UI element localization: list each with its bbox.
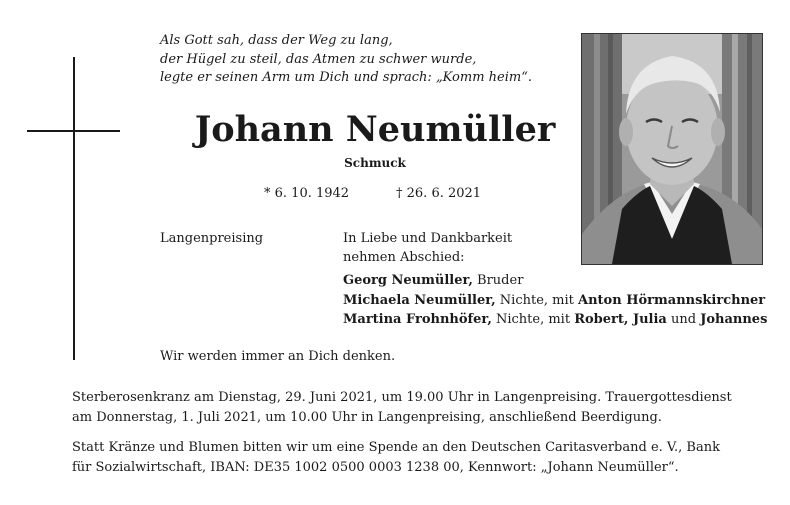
poem-line: der Hügel zu steil, das Atmen zu schwer wurde,	[160, 51, 477, 67]
mourner-conjunction: und	[666, 312, 701, 327]
farewell-text	[343, 229, 563, 267]
poem-line: legte er seinen Arm um Dich und sprach: „Komm heim“.	[160, 70, 532, 85]
cross-icon-vertical	[73, 57, 75, 360]
mourner-name: Martina Frohnhöfer,	[343, 312, 492, 327]
mourner-partner: Anton Hörmannskirchner	[578, 292, 766, 308]
funeral-details	[72, 388, 772, 427]
hometown: Langenpreising	[160, 231, 264, 246]
deceased-name: Johann Neumüller	[194, 109, 556, 150]
farewell-line: In Liebe und Dankbarkeit	[343, 231, 513, 246]
donation-details	[72, 438, 772, 477]
mourner-row	[343, 271, 767, 291]
donation-line: Statt Kränze und Blumen bitten wir um eine Spende an den Deutschen Caritasverband e. V., Bank	[72, 440, 720, 455]
mourner-row	[343, 291, 767, 311]
cross-icon-horizontal	[27, 130, 120, 132]
mourner-name: Georg Neumüller,	[343, 273, 473, 288]
poem	[160, 32, 580, 88]
funeral-line: Sterberosenkranz am Dienstag, 29. Juni 2021, um 19.00 Uhr in Langenpreising. Trauergottesdienst	[72, 390, 732, 405]
deceased-nickname: Schmuck	[344, 156, 406, 170]
portrait-icon	[582, 34, 762, 264]
mourner-name: Michaela Neumüller,	[343, 292, 496, 308]
mourner-relation: Nichte, mit	[491, 312, 575, 327]
mourner-partner: Johannes	[700, 312, 768, 327]
portrait-photo	[581, 33, 763, 265]
funeral-line: am Donnerstag, 1. Juli 2021, um 10.00 Uhr in Langenpreising, anschließend Beerdigung.	[72, 409, 662, 425]
mourner-relation: Bruder	[472, 273, 524, 288]
closing-line: Wir werden immer an Dich denken.	[160, 349, 396, 364]
mourner-relation: Nichte, mit	[495, 292, 579, 308]
death-date: † 26. 6. 2021	[396, 186, 482, 201]
birth-date: * 6. 10. 1942	[264, 186, 350, 201]
mourners-list	[343, 271, 767, 330]
farewell-line: nehmen Abschied:	[343, 250, 465, 265]
mourner-row	[343, 310, 767, 330]
donation-line: für Sozialwirtschaft, IBAN: DE35 1002 0500 0003 1238 00, Kennwort: „Johann Neumüller“.	[72, 459, 679, 475]
mourner-partner: Robert, Julia	[574, 312, 667, 327]
poem-line: Als Gott sah, dass der Weg zu lang,	[160, 33, 393, 48]
